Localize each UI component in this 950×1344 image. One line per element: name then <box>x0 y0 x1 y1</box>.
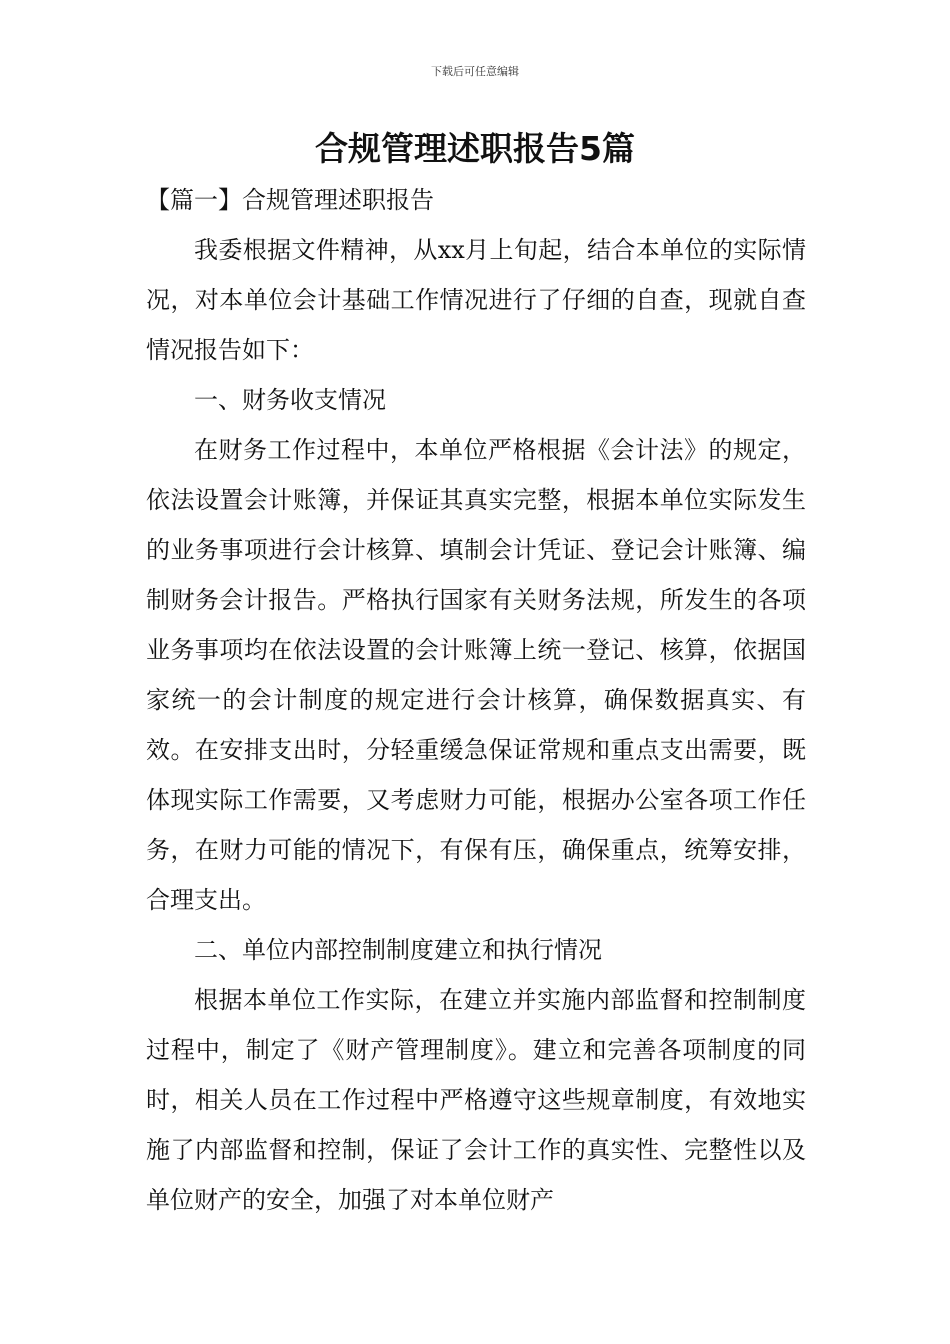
subsection-2-paragraph: 根据本单位工作实际，在建立并实施内部监督和控制制度过程中，制定了《财产管理制度》。建立和完善各项制度的同时，相关人员在工作过程中严格遵守这些规章制度，有效地实施了内部监督和控制，保证了会计工作的真实性、完整性以及单位财产的安全，加强了对本单位财产 <box>146 986 806 1214</box>
subsection-1-paragraph: 在财务工作过程中，本单位严格根据《会计法》的规定，依法设置会计账簿，并保证其真实完整，根据本单位实际发生的业务事项进行会计核算、填制会计凭证、登记会计账簿、编制财务会计报告。严格执行国家有关财务法规，所发生的各项业务事项均在依法设置的会计账簿上统一登记、核算，依据国家统一的会计制度的规定进行会计核算，确保数据真实、有效。在安排支出时，分轻重缓急保证常规和重点支出需要，既体现实际工作需要，又考虑财力可能，根据办公室各项工作任务，在财力可能的情况下，有保有压，确保重点，统筹安排，合理支出。 <box>146 436 806 914</box>
document-title: 合规管理述职报告5篇 <box>315 129 635 168</box>
section-heading: 【篇一】合规管理述职报告 <box>146 186 434 214</box>
header-note: 下载后可任意编辑 <box>431 65 519 78</box>
subsection-2-heading: 二、单位内部控制制度建立和执行情况 <box>194 936 602 964</box>
document-body <box>146 175 806 1225</box>
subsection-1-heading: 一、财务收支情况 <box>194 386 386 414</box>
intro-paragraph: 我委根据文件精神，从xx月上旬起，结合本单位的实际情况，对本单位会计基础工作情况进行了仔细的自查，现就自查情况报告如下： <box>146 236 806 364</box>
